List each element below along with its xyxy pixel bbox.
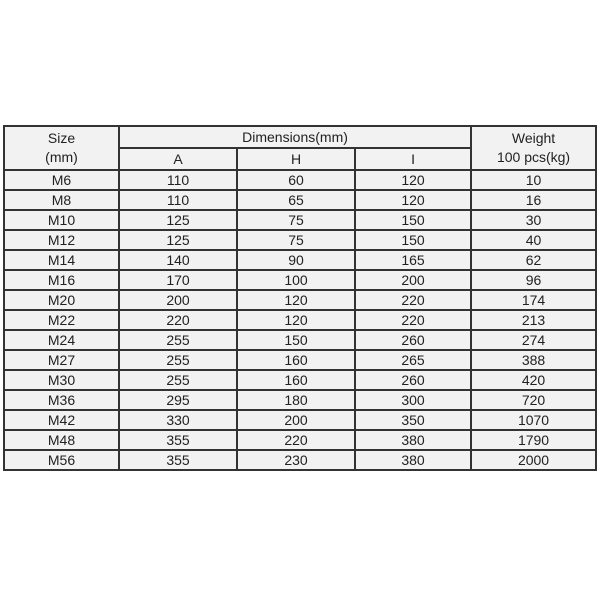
- cell-a: 295: [119, 390, 237, 410]
- cell-i: 220: [355, 310, 471, 330]
- cell-size: M10: [4, 210, 119, 230]
- cell-size: M20: [4, 290, 119, 310]
- header-row-1: [4, 126, 596, 148]
- table-row: [4, 390, 596, 410]
- cell-h: 60: [237, 170, 355, 190]
- cell-a: 255: [119, 330, 237, 350]
- cell-h: 160: [237, 370, 355, 390]
- cell-size: M24: [4, 330, 119, 350]
- size-label-line2: (mm): [45, 149, 78, 165]
- cell-a: 170: [119, 270, 237, 290]
- cell-a: 110: [119, 190, 237, 210]
- cell-a: 255: [119, 370, 237, 390]
- cell-a: 125: [119, 210, 237, 230]
- cell-weight: 96: [471, 270, 596, 290]
- cell-i: 380: [355, 430, 471, 450]
- table-row: [4, 330, 596, 350]
- size-label-line1: Size: [47, 130, 76, 146]
- cell-h: 120: [237, 310, 355, 330]
- cell-a: 140: [119, 250, 237, 270]
- cell-i: 260: [355, 370, 471, 390]
- cell-weight: 1790: [471, 430, 596, 450]
- table-row: [4, 190, 596, 210]
- cell-weight: 30: [471, 210, 596, 230]
- cell-i: 150: [355, 230, 471, 250]
- cell-size: M56: [4, 450, 119, 470]
- cell-size: M14: [4, 250, 119, 270]
- cell-i: 150: [355, 210, 471, 230]
- cell-i: 380: [355, 450, 471, 470]
- cell-h: 75: [237, 230, 355, 250]
- table-row: [4, 230, 596, 250]
- table-row: [4, 450, 596, 470]
- cell-weight: 420: [471, 370, 596, 390]
- cell-a: 255: [119, 350, 237, 370]
- cell-weight: 40: [471, 230, 596, 250]
- cell-a: 125: [119, 230, 237, 250]
- cell-h: 120: [237, 290, 355, 310]
- col-header-a: A: [119, 148, 237, 170]
- cell-h: 75: [237, 210, 355, 230]
- cell-weight: 2000: [471, 450, 596, 470]
- cell-i: 220: [355, 290, 471, 310]
- table-row: [4, 210, 596, 230]
- cell-size: M8: [4, 190, 119, 210]
- cell-i: 165: [355, 250, 471, 270]
- col-header-i: I: [355, 148, 471, 170]
- weight-label-line1: Weight: [511, 130, 556, 146]
- cell-h: 150: [237, 330, 355, 350]
- weight-label-line2: 100 pcs(kg): [496, 149, 571, 165]
- table-row: [4, 350, 596, 370]
- cell-i: 300: [355, 390, 471, 410]
- cell-h: 220: [237, 430, 355, 450]
- table-row: [4, 310, 596, 330]
- cell-h: 65: [237, 190, 355, 210]
- cell-weight: 388: [471, 350, 596, 370]
- table-row: [4, 170, 596, 190]
- cell-a: 110: [119, 170, 237, 190]
- cell-h: 180: [237, 390, 355, 410]
- cell-weight: 213: [471, 310, 596, 330]
- cell-a: 220: [119, 310, 237, 330]
- cell-h: 230: [237, 450, 355, 470]
- cell-i: 120: [355, 190, 471, 210]
- spec-table: [3, 125, 597, 471]
- col-header-h: H: [237, 148, 355, 170]
- col-header-size: [4, 126, 119, 170]
- cell-i: 200: [355, 270, 471, 290]
- cell-size: M27: [4, 350, 119, 370]
- table-row: [4, 370, 596, 390]
- cell-size: M42: [4, 410, 119, 430]
- col-header-dimensions: Dimensions(mm): [119, 126, 471, 148]
- cell-h: 90: [237, 250, 355, 270]
- cell-size: M22: [4, 310, 119, 330]
- col-header-weight: [471, 126, 596, 170]
- cell-h: 200: [237, 410, 355, 430]
- cell-a: 355: [119, 430, 237, 450]
- cell-size: M30: [4, 370, 119, 390]
- cell-size: M12: [4, 230, 119, 250]
- table-row: [4, 290, 596, 310]
- cell-a: 330: [119, 410, 237, 430]
- cell-h: 160: [237, 350, 355, 370]
- cell-h: 100: [237, 270, 355, 290]
- cell-i: 350: [355, 410, 471, 430]
- table-row: [4, 250, 596, 270]
- cell-weight: 10: [471, 170, 596, 190]
- table-row: [4, 430, 596, 450]
- cell-i: 120: [355, 170, 471, 190]
- cell-i: 260: [355, 330, 471, 350]
- cell-weight: 16: [471, 190, 596, 210]
- cell-weight: 1070: [471, 410, 596, 430]
- cell-i: 265: [355, 350, 471, 370]
- cell-weight: 274: [471, 330, 596, 350]
- table-row: [4, 270, 596, 290]
- cell-size: M36: [4, 390, 119, 410]
- table-row: [4, 410, 596, 430]
- cell-a: 355: [119, 450, 237, 470]
- cell-weight: 174: [471, 290, 596, 310]
- cell-weight: 62: [471, 250, 596, 270]
- cell-weight: 720: [471, 390, 596, 410]
- cell-size: M16: [4, 270, 119, 290]
- cell-size: M48: [4, 430, 119, 450]
- cell-size: M6: [4, 170, 119, 190]
- cell-a: 200: [119, 290, 237, 310]
